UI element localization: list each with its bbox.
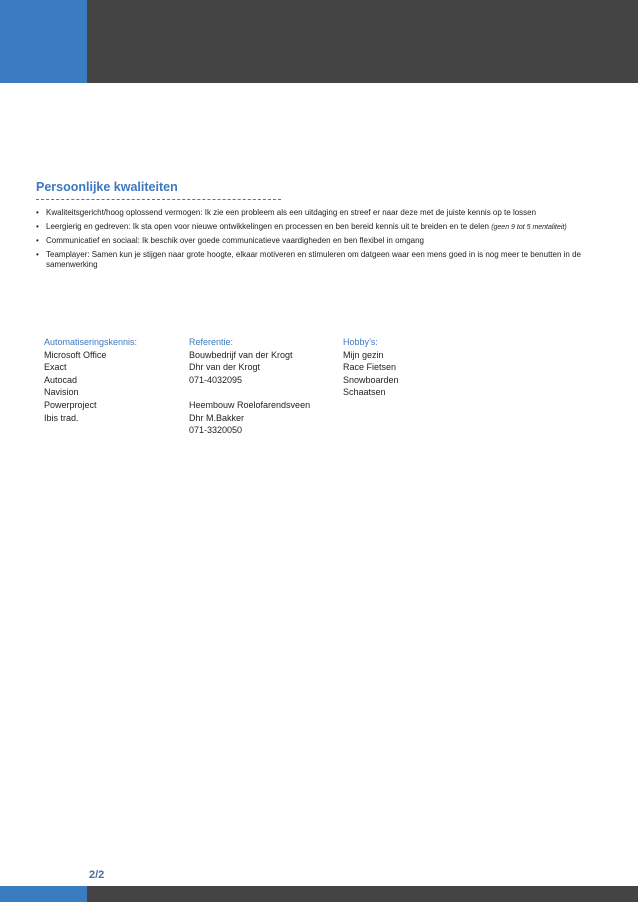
column-line xyxy=(189,386,310,399)
column-line: Schaatsen xyxy=(343,387,386,398)
section-title: Persoonlijke kwaliteiten xyxy=(36,180,178,194)
column-line: Heembouw Roelofarendsveen xyxy=(189,399,311,410)
column-heading: Referentie: xyxy=(189,337,234,347)
list-item-text: Leergierig en gedreven: Ik sta open voor nieuwe ontwikkelingen en processen en ben bereid kennis uit te breiden en te delen xyxy=(46,221,492,231)
column-line: Snowboarden xyxy=(343,374,399,385)
column-line: 071-4032095 xyxy=(189,374,243,385)
section-divider xyxy=(36,199,281,200)
list-item xyxy=(36,236,596,247)
column-line: Autocad xyxy=(44,374,78,385)
list-item-text: Teamplayer: Samen kun je stijgen naar grote hoogte, elkaar motiveren en stimuleren om datgeen waar een mens goed in is nog meer te benutten in de samenwerking xyxy=(46,249,581,269)
column-automation-skills xyxy=(44,336,137,424)
footer-band xyxy=(0,886,638,902)
list-item-text: Kwaliteitsgericht/hoog oplossend vermogen: Ik zie een probleem als een uitdaging en streef er naar deze met de juiste kennis op te lossen xyxy=(46,208,537,217)
column-line: Powerproject xyxy=(44,399,97,410)
bullet-icon: • xyxy=(36,249,39,259)
column-line: Microsoft Office xyxy=(44,349,107,360)
list-item-text: Communicatief en sociaal: Ik beschik over goede communicatieve vaardigheden en ben flexibel in omgang xyxy=(46,236,424,245)
list-item xyxy=(36,208,596,219)
header-accent-block xyxy=(0,0,87,83)
list-item-note: (geen 9 tot 5 mentaliteit) xyxy=(491,223,567,231)
list-item xyxy=(36,250,596,271)
qualities-list xyxy=(36,208,596,274)
column-line: Navision xyxy=(44,387,79,398)
bullet-icon: • xyxy=(36,221,39,231)
bullet-icon: • xyxy=(36,208,39,217)
bullet-icon: • xyxy=(36,236,39,245)
column-line: Exact xyxy=(44,362,67,373)
list-item xyxy=(36,222,596,234)
column-line: Dhr M.Bakker xyxy=(189,412,245,423)
column-hobbies xyxy=(343,336,399,399)
header-band xyxy=(0,0,638,83)
column-heading: Automatiseringskennis: xyxy=(44,337,138,347)
page-number: 2/2 xyxy=(89,869,105,881)
column-line: 071-3320050 xyxy=(189,425,243,436)
column-line: Dhr van der Krogt xyxy=(189,362,261,373)
footer-accent-block xyxy=(0,886,87,902)
column-line: Ibis trad. xyxy=(44,412,79,423)
column-line: Race Fietsen xyxy=(343,362,397,373)
column-heading: Hobby’s: xyxy=(343,337,378,347)
column-references xyxy=(189,336,310,437)
column-line: Bouwbedrijf van der Krogt xyxy=(189,349,293,360)
column-line: Mijn gezin xyxy=(343,349,384,360)
